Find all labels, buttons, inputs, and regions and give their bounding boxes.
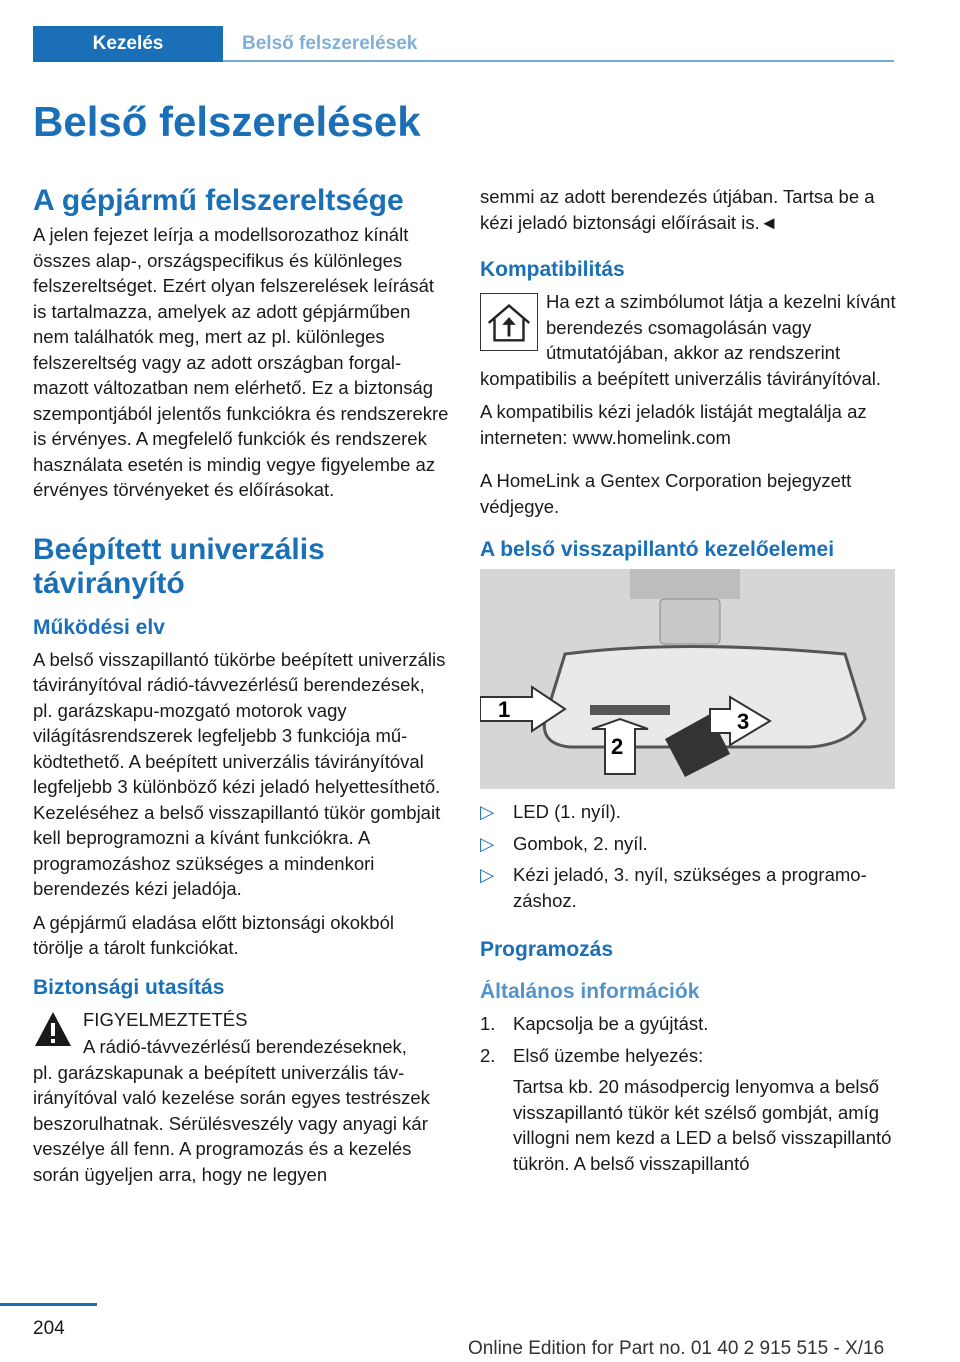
heading-programming: Programozás <box>480 938 614 961</box>
compat-row <box>480 289 896 366</box>
legend-list <box>480 799 896 913</box>
edition-note: Online Edition for Part no. 01 40 2 915 515 - X/16 <box>468 1338 885 1359</box>
heading-principle: Működési elv <box>33 615 165 639</box>
left-column <box>33 184 449 1195</box>
footer-rule <box>0 1303 97 1306</box>
heading-safety: Biztonsági utasítás <box>33 975 225 999</box>
paragraph-compat-3: A HomeLink a Gentex Corporation bejegyzett védjegye. <box>480 470 852 517</box>
mirror-photo <box>480 569 895 789</box>
homelink-house-icon <box>480 293 538 351</box>
list-item: ▷ LED (1. nyíl). <box>480 799 896 825</box>
figure-label-3: 3 <box>737 709 750 734</box>
paragraph-continuation: semmi az adott berendezés útjában. Tartsa be a kézi jeladó biztonsági előírásait is.◄ <box>480 186 875 233</box>
rearview-mirror-illustration <box>480 569 895 789</box>
paragraph-principle-1: A belső visszapillantó tükörbe beépített univerzális távirányítóval rádió-távvezérlésű berendezések, pl. garázskapu-mozgató motorok vagy világításrendszerek legfeljebb 3 funkciója működtethető. A beépített univerzális távirányítóval legfeljebb 3 különböző kézi jeladó helyettesíthető. Kezeléséhez a belső visszapillantó tükör gombjait kell beprogramozni a kívánt funkciókra. A programozáshoz szükséges a mindenkori berendezés kézi jeladója. <box>33 648 446 899</box>
list-item: ▷ Gombok, 2. nyíl. <box>480 831 896 857</box>
right-column <box>480 184 896 1184</box>
steps-list <box>480 1011 896 1068</box>
paragraph-equipment: A jelen fejezet leírja a modellsorozathoz kínált összes alap-, országspecifikus és különleges felszereltséget. Ezért olyan felszerelések leírását is tartalmazza, amelyek az adott gépjárműben nem találhatók meg, mert az pl. különleges felszereltség vagy az adott országban forgalmazott változatban nem elérhető. Ez a biztonság szempontjából jelentős funkciókra és rendszerekre is érvényes. A megfelelő funkciók és rendszerek használata esetén is mindig vegye figyelembe az érvényes törvényeket és előírásokat. <box>33 224 449 500</box>
chapter-tab[interactable]: Kezelés <box>33 26 223 62</box>
paragraph-compat-2: A kompatibilis kézi jeladók listáját megtalálja az interneten: www.homelink.com <box>480 401 867 448</box>
warning-block <box>33 1007 449 1060</box>
list-item: 2. Első üzembe helyezés: <box>480 1044 704 1066</box>
heading-equipment: A gépjármű felszereltsége <box>33 184 404 217</box>
bullet-marker: ▷ <box>480 864 495 885</box>
page-header <box>0 0 960 62</box>
breadcrumb[interactable]: Belső felszerelések <box>242 33 418 54</box>
warning-triangle-icon <box>33 1009 73 1049</box>
bullet-marker: ▷ <box>480 801 495 822</box>
list-item: 1. Kapcsolja be a gyújtást. <box>480 1013 709 1034</box>
figure-label-2: 2 <box>611 734 624 759</box>
heading-mirror: A belső visszapillantó kezelőelemei <box>480 538 835 561</box>
bullet-marker: ▷ <box>480 832 495 854</box>
heading-compat: Kompatibilitás <box>480 258 625 281</box>
paragraph-compat-1b: kompatibilis a beépített univerzális távirányítóval. <box>480 367 882 389</box>
paragraph-principle-2: A gépjármű eladása előtt biztonsági okokból törölje a tárolt funkciókat. <box>33 911 394 958</box>
paragraph-compat-1a: Ha ezt a szimbólumot látja a kezelni kívánt berendezés csomagolásán vagy útmutatójában, akkor az rendszerint <box>546 291 896 363</box>
header-rule <box>222 60 894 62</box>
warning-text-1: A rádió-távvezérlésű berendezéseknek, <box>83 1036 407 1057</box>
figure-label-1: 1 <box>498 697 511 722</box>
step-2-detail: Tartsa kb. 20 másodpercig lenyomva a belső visszapillantó tükör két szélső gombját, amíg villogni nem kezd a LED a belső visszapillantó tükrön. A belső visszapillantó <box>513 1076 892 1174</box>
warning-label: FIGYELMEZTETÉS <box>83 1008 248 1030</box>
page-number: 204 <box>33 1318 65 1339</box>
warning-text-2: pl. garázskapunak a beépített univerzális távirányítóval való kezelése során egyes testrészek beszorulhatnak. Sérülésveszély vagy anyagi kár veszélye áll fenn. A programozás és a kezelés során ügyeljen arra, hogy ne legyen <box>33 1061 430 1185</box>
heading-remote: Beépített univerzális távirányító <box>33 532 325 600</box>
heading-general: Általános információk <box>480 980 700 1003</box>
list-item: ▷ Kézi jeladó, 3. nyíl, szükséges a programozáshoz. <box>480 862 896 913</box>
page-title: Belső felszerelések <box>33 98 421 145</box>
